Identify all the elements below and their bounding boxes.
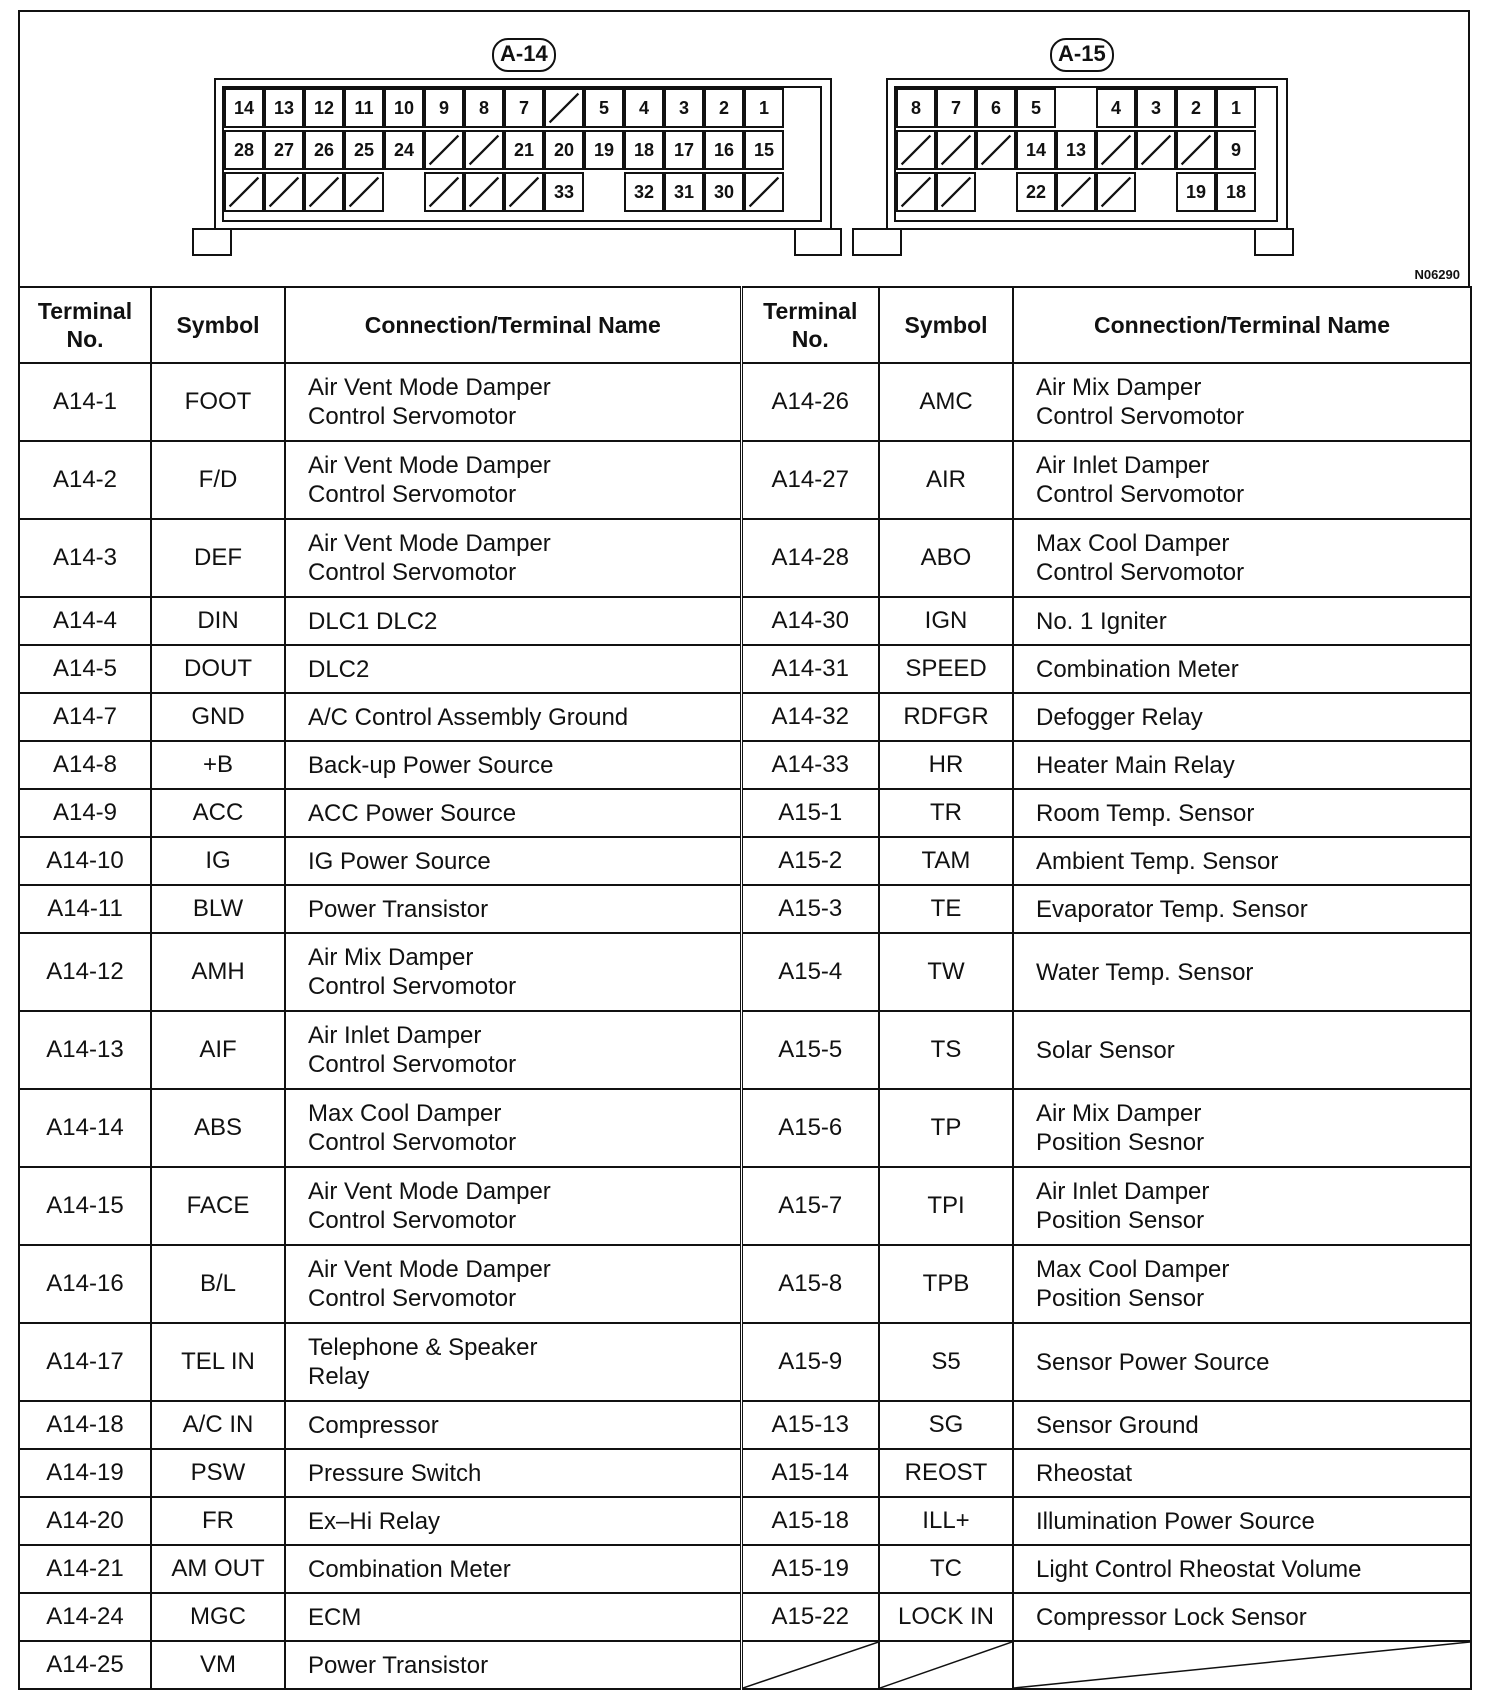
symbol-cell: TPI — [879, 1167, 1013, 1245]
pin-a14-32: 32 — [624, 172, 664, 212]
pin-cavity-empty — [976, 172, 1016, 212]
pin-a14-27: 27 — [264, 130, 304, 170]
pin-a14-33: 33 — [544, 172, 584, 212]
connection-name-cell — [285, 1167, 741, 1245]
terminal-no-cell: A14-19 — [19, 1449, 151, 1497]
connector-diagram — [18, 10, 1470, 286]
terminal-no-cell: A14-5 — [19, 645, 151, 693]
connector-a15-latch-right — [1254, 228, 1294, 256]
connection-name-cell — [1013, 741, 1471, 789]
connection-name-line: Water Temp. Sensor — [1036, 958, 1254, 986]
terminal-no-cell: A14-27 — [741, 441, 879, 519]
terminal-no-cell: A14-4 — [19, 597, 151, 645]
pin-a14-17: 17 — [664, 130, 704, 170]
table-row — [19, 789, 1471, 837]
pin-a15-18: 18 — [1216, 172, 1256, 212]
connection-name-cell — [285, 837, 741, 885]
terminal-no-cell: A14-8 — [19, 741, 151, 789]
symbol-cell: MGC — [151, 1593, 285, 1641]
connection-name-cell — [1013, 645, 1471, 693]
connection-name-cell — [285, 1497, 741, 1545]
pin-a14-3: 3 — [664, 88, 704, 128]
terminal-no-cell: A14-32 — [741, 693, 879, 741]
pin-a14-24: 24 — [384, 130, 424, 170]
pin-cavity-blocked — [424, 172, 464, 212]
connection-name-line: Air Vent Mode Damper — [308, 374, 551, 401]
pin-a14-16: 16 — [704, 130, 744, 170]
connection-name-line: Control Servomotor — [308, 1129, 517, 1156]
terminal-no-cell: A15-1 — [741, 789, 879, 837]
connection-name-line: Evaporator Temp. Sensor — [1036, 895, 1308, 923]
pin-cavity-blocked — [936, 130, 976, 170]
connection-name-line: Control Servomotor — [308, 973, 517, 1000]
connection-name-cell — [1013, 1089, 1471, 1167]
connection-name-cell — [1013, 1011, 1471, 1089]
terminal-no-cell: A15-4 — [741, 933, 879, 1011]
pin-cavity-blocked — [424, 130, 464, 170]
pin-cavity-blocked — [1096, 130, 1136, 170]
connection-name-line: Sensor Ground — [1036, 1411, 1199, 1439]
pin-cavity-blocked — [936, 172, 976, 212]
connection-name-cell — [285, 1641, 741, 1689]
table-row — [19, 1641, 1471, 1689]
terminal-no-cell: A15-13 — [741, 1401, 879, 1449]
connection-name-line: Back-up Power Source — [308, 751, 554, 779]
symbol-cell: ACC — [151, 789, 285, 837]
connection-name-line: Compressor Lock Sensor — [1036, 1603, 1307, 1631]
terminal-no-cell: A15-14 — [741, 1449, 879, 1497]
pin-cavity-empty — [1136, 172, 1176, 212]
empty-cell — [879, 1641, 1013, 1689]
connector-a14-latch-left — [192, 228, 232, 256]
symbol-cell: IGN — [879, 597, 1013, 645]
header-terminal-no: Terminal No. — [19, 287, 151, 363]
pin-a14-13: 13 — [264, 88, 304, 128]
table-row — [19, 1401, 1471, 1449]
symbol-cell: FOOT — [151, 363, 285, 441]
connection-name-cell — [285, 933, 741, 1011]
symbol-cell: +B — [151, 741, 285, 789]
pin-cavity-blocked — [264, 172, 304, 212]
pin-cavity-blocked — [896, 172, 936, 212]
table-row — [19, 693, 1471, 741]
terminal-no-cell: A14-31 — [741, 645, 879, 693]
pin-cavity-blocked — [344, 172, 384, 212]
pin-a14-25: 25 — [344, 130, 384, 170]
symbol-cell: TC — [879, 1545, 1013, 1593]
connector-a15-latch-left — [852, 228, 902, 256]
connection-name-line: Illumination Power Source — [1036, 1507, 1315, 1535]
connection-name-cell — [285, 363, 741, 441]
pin-a14-21: 21 — [504, 130, 544, 170]
connection-name-line: Position Sesnor — [1036, 1129, 1205, 1156]
header-connection-name: Connection/Terminal Name — [1013, 287, 1471, 363]
pin-a14-7: 7 — [504, 88, 544, 128]
connection-name-cell — [285, 693, 741, 741]
connection-name-line: Relay — [308, 1363, 370, 1390]
pin-a15-4: 4 — [1096, 88, 1136, 128]
symbol-cell: TP — [879, 1089, 1013, 1167]
symbol-cell: TS — [879, 1011, 1013, 1089]
terminal-no-cell: A14-2 — [19, 441, 151, 519]
pin-cavity-blocked — [1056, 172, 1096, 212]
symbol-cell: TAM — [879, 837, 1013, 885]
terminal-no-cell: A14-26 — [741, 363, 879, 441]
connection-name-line: Room Temp. Sensor — [1036, 799, 1255, 827]
pin-a14-5: 5 — [584, 88, 624, 128]
terminal-no-cell: A15-7 — [741, 1167, 879, 1245]
connection-name-line: IG Power Source — [308, 847, 491, 875]
header-symbol: Symbol — [879, 287, 1013, 363]
connection-name-cell — [1013, 933, 1471, 1011]
terminal-no-cell: A14-17 — [19, 1323, 151, 1401]
pin-a15-6: 6 — [976, 88, 1016, 128]
connector-a14-label: A-14 — [492, 38, 556, 72]
pin-a15-7: 7 — [936, 88, 976, 128]
connection-name-cell — [1013, 519, 1471, 597]
pin-cavity-blocked — [744, 172, 784, 212]
connection-name-line: Ambient Temp. Sensor — [1036, 847, 1279, 875]
empty-cell — [741, 1641, 879, 1689]
table-row — [19, 1089, 1471, 1167]
pin-cavity-blocked — [224, 172, 264, 212]
table-row — [19, 1011, 1471, 1089]
connection-name-line: Pressure Switch — [308, 1459, 482, 1487]
pin-a14-18: 18 — [624, 130, 664, 170]
pin-a14-26: 26 — [304, 130, 344, 170]
connection-name-line: DLC1 DLC2 — [308, 607, 438, 635]
connection-name-cell — [285, 1545, 741, 1593]
pin-a14-10: 10 — [384, 88, 424, 128]
connection-name-cell — [285, 1593, 741, 1641]
symbol-cell: LOCK IN — [879, 1593, 1013, 1641]
connection-name-cell — [1013, 1449, 1471, 1497]
symbol-cell: BLW — [151, 885, 285, 933]
pin-a15-1: 1 — [1216, 88, 1256, 128]
pin-a14-9: 9 — [424, 88, 464, 128]
connection-name-cell — [285, 1245, 741, 1323]
connection-name-line: Power Transistor — [308, 895, 489, 923]
connection-name-cell — [1013, 363, 1471, 441]
symbol-cell: AMC — [879, 363, 1013, 441]
pin-cavity-empty — [1056, 88, 1096, 128]
table-header-row — [19, 287, 1471, 363]
pin-cavity-blocked — [1176, 130, 1216, 170]
connection-name-line: Position Sensor — [1036, 1207, 1205, 1234]
symbol-cell: S5 — [879, 1323, 1013, 1401]
pin-a15-8: 8 — [896, 88, 936, 128]
symbol-cell: AMH — [151, 933, 285, 1011]
connection-name-cell — [1013, 1593, 1471, 1641]
connection-name-line: Control Servomotor — [308, 403, 517, 430]
connection-name-line: Combination Meter — [308, 1555, 511, 1583]
pin-cavity-blocked — [464, 130, 504, 170]
connection-name-line: Control Servomotor — [308, 1207, 517, 1234]
pin-a14-11: 11 — [344, 88, 384, 128]
pin-cavity-blocked — [1096, 172, 1136, 212]
terminal-no-cell: A15-3 — [741, 885, 879, 933]
connection-name-line: Control Servomotor — [1036, 481, 1245, 508]
terminal-no-cell: A14-21 — [19, 1545, 151, 1593]
symbol-cell: SG — [879, 1401, 1013, 1449]
pin-cavity-blocked — [504, 172, 544, 212]
connection-name-cell — [285, 741, 741, 789]
connection-name-line: Control Servomotor — [1036, 403, 1245, 430]
table-row — [19, 741, 1471, 789]
connection-name-line: Sensor Power Source — [1036, 1348, 1270, 1376]
pin-a14-20: 20 — [544, 130, 584, 170]
header-connection-name: Connection/Terminal Name — [285, 287, 741, 363]
symbol-cell: DIN — [151, 597, 285, 645]
terminal-no-cell: A14-3 — [19, 519, 151, 597]
terminal-no-cell: A15-22 — [741, 1593, 879, 1641]
connection-name-line: DLC2 — [308, 655, 370, 683]
connection-name-cell — [285, 645, 741, 693]
terminal-no-cell: A15-18 — [741, 1497, 879, 1545]
terminal-no-cell: A14-33 — [741, 741, 879, 789]
pin-a15-19: 19 — [1176, 172, 1216, 212]
pin-a15-14: 14 — [1016, 130, 1056, 170]
symbol-cell: ABO — [879, 519, 1013, 597]
symbol-cell: PSW — [151, 1449, 285, 1497]
symbol-cell: AIF — [151, 1011, 285, 1089]
table-row — [19, 645, 1471, 693]
connection-name-line: Air Vent Mode Damper — [308, 1178, 551, 1205]
connection-name-cell — [285, 789, 741, 837]
connection-name-cell — [1013, 1497, 1471, 1545]
connection-name-line: Ex–Hi Relay — [308, 1507, 441, 1535]
terminal-no-cell: A15-2 — [741, 837, 879, 885]
connection-name-cell — [1013, 1401, 1471, 1449]
connection-name-line: Air Vent Mode Damper — [308, 452, 551, 479]
connection-name-line: Control Servomotor — [308, 481, 517, 508]
pin-a14-12: 12 — [304, 88, 344, 128]
terminal-no-cell: A14-30 — [741, 597, 879, 645]
pin-a14-8: 8 — [464, 88, 504, 128]
connection-name-line: Air Mix Damper — [308, 944, 474, 971]
symbol-cell: TW — [879, 933, 1013, 1011]
table-row — [19, 837, 1471, 885]
pin-a14-31: 31 — [664, 172, 704, 212]
terminal-no-cell: A14-18 — [19, 1401, 151, 1449]
terminal-no-cell: A14-28 — [741, 519, 879, 597]
connection-name-cell — [285, 1401, 741, 1449]
table-row — [19, 363, 1471, 441]
table-row — [19, 1545, 1471, 1593]
header-terminal-no: Terminal No. — [741, 287, 879, 363]
connection-name-line: Solar Sensor — [1036, 1036, 1175, 1064]
pin-cavity-blocked — [1136, 130, 1176, 170]
connection-name-line: Air Vent Mode Damper — [308, 530, 551, 557]
pin-a14-4: 4 — [624, 88, 664, 128]
symbol-cell: IG — [151, 837, 285, 885]
pin-a15-13: 13 — [1056, 130, 1096, 170]
connection-name-line: Control Servomotor — [1036, 559, 1245, 586]
terminal-no-cell: A15-9 — [741, 1323, 879, 1401]
symbol-cell: TE — [879, 885, 1013, 933]
symbol-cell: ABS — [151, 1089, 285, 1167]
table-row — [19, 519, 1471, 597]
table-row — [19, 1245, 1471, 1323]
connection-name-line: Light Control Rheostat Volume — [1036, 1555, 1362, 1583]
connection-name-line: Air Inlet Damper — [1036, 452, 1210, 479]
symbol-cell: B/L — [151, 1245, 285, 1323]
terminal-no-cell: A14-9 — [19, 789, 151, 837]
terminal-no-cell: A14-12 — [19, 933, 151, 1011]
connection-name-line: Heater Main Relay — [1036, 751, 1235, 779]
pin-cavity-blocked — [304, 172, 344, 212]
connection-name-cell — [285, 1449, 741, 1497]
connection-name-line: Defogger Relay — [1036, 703, 1203, 731]
empty-cell — [1013, 1641, 1471, 1689]
connection-name-line: No. 1 Igniter — [1036, 607, 1167, 635]
connection-name-cell — [1013, 837, 1471, 885]
pin-a15-3: 3 — [1136, 88, 1176, 128]
connection-name-line: Air Inlet Damper — [308, 1022, 482, 1049]
pin-a14-1: 1 — [744, 88, 784, 128]
connection-name-cell — [1013, 597, 1471, 645]
symbol-cell: DOUT — [151, 645, 285, 693]
terminal-no-cell: A14-20 — [19, 1497, 151, 1545]
pin-cavity-blocked — [464, 172, 504, 212]
connection-name-cell — [1013, 441, 1471, 519]
terminal-no-cell: A14-7 — [19, 693, 151, 741]
connection-name-line: A/C Control Assembly Ground — [308, 703, 629, 731]
connection-name-cell — [285, 597, 741, 645]
pin-a15-2: 2 — [1176, 88, 1216, 128]
terminal-no-cell: A15-6 — [741, 1089, 879, 1167]
connection-name-line: Control Servomotor — [308, 1051, 517, 1078]
terminal-no-cell: A15-8 — [741, 1245, 879, 1323]
table-row — [19, 933, 1471, 1011]
symbol-cell: TEL IN — [151, 1323, 285, 1401]
symbol-cell: TR — [879, 789, 1013, 837]
symbol-cell: A/C IN — [151, 1401, 285, 1449]
connection-name-cell — [1013, 1323, 1471, 1401]
pin-a15-22: 22 — [1016, 172, 1056, 212]
table-body — [19, 363, 1471, 1689]
connection-name-line: Control Servomotor — [308, 1285, 517, 1312]
pin-a14-28: 28 — [224, 130, 264, 170]
symbol-cell: AM OUT — [151, 1545, 285, 1593]
connection-name-cell — [285, 1011, 741, 1089]
table-row — [19, 597, 1471, 645]
terminal-no-cell: A14-11 — [19, 885, 151, 933]
terminal-table — [18, 286, 1472, 1690]
connection-name-cell — [285, 1089, 741, 1167]
pin-a15-5: 5 — [1016, 88, 1056, 128]
pin-a14-14: 14 — [224, 88, 264, 128]
connection-name-line: Position Sensor — [1036, 1285, 1205, 1312]
symbol-cell: RDFGR — [879, 693, 1013, 741]
pin-cavity-blocked — [896, 130, 936, 170]
connection-name-cell — [1013, 1245, 1471, 1323]
symbol-cell: TPB — [879, 1245, 1013, 1323]
symbol-cell: FACE — [151, 1167, 285, 1245]
symbol-cell: ILL+ — [879, 1497, 1013, 1545]
symbol-cell: GND — [151, 693, 285, 741]
connection-name-line: Air Vent Mode Damper — [308, 1256, 551, 1283]
connection-name-cell — [285, 441, 741, 519]
connector-a15-label: A-15 — [1050, 38, 1114, 72]
symbol-cell: HR — [879, 741, 1013, 789]
connection-name-line: Combination Meter — [1036, 655, 1239, 683]
symbol-cell: F/D — [151, 441, 285, 519]
terminal-no-cell: A14-24 — [19, 1593, 151, 1641]
connection-name-cell — [1013, 1545, 1471, 1593]
table-row — [19, 441, 1471, 519]
connection-name-line: Control Servomotor — [308, 559, 517, 586]
connection-name-cell — [1013, 789, 1471, 837]
pin-a14-19: 19 — [584, 130, 624, 170]
symbol-cell: SPEED — [879, 645, 1013, 693]
table-row — [19, 1449, 1471, 1497]
symbol-cell: VM — [151, 1641, 285, 1689]
pin-a14-15: 15 — [744, 130, 784, 170]
header-symbol: Symbol — [151, 287, 285, 363]
connection-name-line: Max Cool Damper — [308, 1100, 502, 1127]
pin-a14-2: 2 — [704, 88, 744, 128]
connection-name-line: Air Mix Damper — [1036, 374, 1202, 401]
symbol-cell: AIR — [879, 441, 1013, 519]
connection-name-line: Power Transistor — [308, 1651, 489, 1679]
connection-name-cell — [285, 1323, 741, 1401]
symbol-cell: DEF — [151, 519, 285, 597]
connector-a14-latch-right — [794, 228, 842, 256]
terminal-no-cell: A15-5 — [741, 1011, 879, 1089]
connection-name-line: Rheostat — [1036, 1459, 1133, 1487]
connection-name-line: Telephone & Speaker — [308, 1334, 538, 1361]
connection-name-line: ECM — [308, 1603, 362, 1631]
connection-name-line: Air Inlet Damper — [1036, 1178, 1210, 1205]
figure-code: N06290 — [1414, 267, 1460, 282]
pin-a15-9: 9 — [1216, 130, 1256, 170]
symbol-cell: REOST — [879, 1449, 1013, 1497]
pin-cavity-empty — [584, 172, 624, 212]
connection-name-line: ACC Power Source — [308, 799, 517, 827]
pin-cavity-blocked — [976, 130, 1016, 170]
table-row — [19, 1593, 1471, 1641]
connection-name-cell — [285, 519, 741, 597]
terminal-no-cell: A14-1 — [19, 363, 151, 441]
terminal-no-cell: A14-14 — [19, 1089, 151, 1167]
connection-name-line: Max Cool Damper — [1036, 530, 1230, 557]
terminal-no-cell: A14-10 — [19, 837, 151, 885]
connection-name-cell — [1013, 1167, 1471, 1245]
connection-name-cell — [1013, 693, 1471, 741]
connection-name-line: Air Mix Damper — [1036, 1100, 1202, 1127]
terminal-no-cell: A14-25 — [19, 1641, 151, 1689]
terminal-no-cell: A14-16 — [19, 1245, 151, 1323]
connection-name-line: Max Cool Damper — [1036, 1256, 1230, 1283]
table-row — [19, 1323, 1471, 1401]
pin-cavity-empty — [384, 172, 424, 212]
table-row — [19, 1167, 1471, 1245]
pin-cavity-blocked — [544, 88, 584, 128]
terminal-no-cell: A14-13 — [19, 1011, 151, 1089]
table-row — [19, 885, 1471, 933]
page — [18, 10, 1470, 1690]
connection-name-cell — [285, 885, 741, 933]
connection-name-cell — [1013, 885, 1471, 933]
symbol-cell: FR — [151, 1497, 285, 1545]
terminal-no-cell: A14-15 — [19, 1167, 151, 1245]
terminal-no-cell: A15-19 — [741, 1545, 879, 1593]
pin-a14-30: 30 — [704, 172, 744, 212]
connection-name-line: Compressor — [308, 1411, 439, 1439]
table-row — [19, 1497, 1471, 1545]
